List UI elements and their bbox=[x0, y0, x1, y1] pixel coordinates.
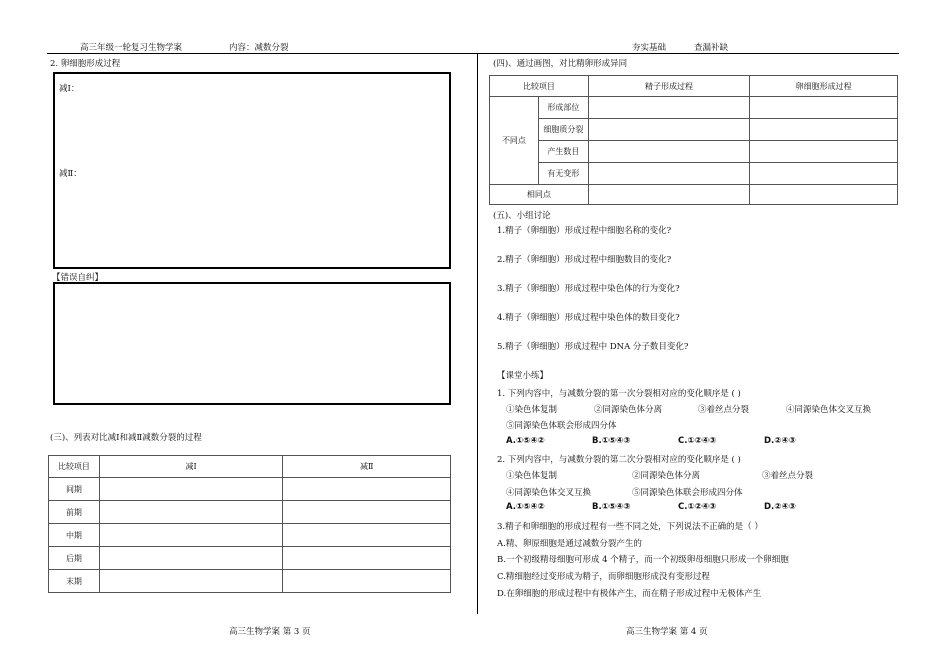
q1-choice-a[interactable]: A.①⑤④② bbox=[506, 436, 545, 446]
q1-item: ⑤同源染色体联会形成四分体 bbox=[506, 421, 617, 431]
table-cell[interactable] bbox=[750, 119, 898, 141]
table-header: 精子形成过程 bbox=[588, 76, 750, 97]
table-header: 减Ⅰ bbox=[99, 456, 283, 478]
q2-choice-a[interactable]: A.①⑤④② bbox=[506, 502, 545, 512]
table-cell[interactable] bbox=[99, 547, 283, 570]
table-cell[interactable] bbox=[283, 524, 451, 547]
q1-choice-b[interactable]: B.①⑤④③ bbox=[592, 436, 631, 446]
q2-item: ①染色体复制 bbox=[506, 471, 558, 481]
table-cell[interactable] bbox=[588, 163, 750, 185]
meiosis-compare-table bbox=[48, 455, 451, 593]
q2-item: ②同源染色体分离 bbox=[632, 471, 701, 481]
discussion-q4: 4.精子（卵细胞）形成过程中染色体的数目变化? bbox=[497, 313, 680, 323]
header-title: 高三年级一轮复习生物学案 bbox=[80, 43, 183, 53]
table-cell[interactable] bbox=[588, 185, 750, 205]
q2-item: ④同源染色体交叉互换 bbox=[506, 488, 592, 498]
practice-title: 【课堂小练】 bbox=[497, 371, 549, 381]
gamete-compare-table bbox=[489, 75, 898, 205]
error-correction-title: 【错误自纠】 bbox=[52, 273, 104, 283]
q1-stem: 1. 下列内容中，与减数分裂的第一次分裂相对应的变化顺序是 ( ) bbox=[497, 389, 741, 399]
footer-page-4: 高三生物学案 第 4 页 bbox=[626, 627, 708, 637]
table-cell[interactable] bbox=[283, 501, 451, 524]
table-cell[interactable] bbox=[283, 547, 451, 570]
q2-choice-d[interactable]: D.②④③ bbox=[764, 502, 796, 512]
q3-option-a[interactable]: A.精、卵原细胞是通过减数分裂产生的 bbox=[497, 539, 642, 549]
q2-item: ⑤同源染色体联会形成四分体 bbox=[632, 488, 743, 498]
table-cell[interactable] bbox=[99, 570, 283, 593]
header-motto-a: 夯实基础 bbox=[632, 43, 667, 53]
q2-choice-c[interactable]: C.①②④③ bbox=[678, 502, 717, 512]
table-cell[interactable] bbox=[750, 185, 898, 205]
table-header: 比较项目 bbox=[490, 76, 589, 97]
table-cell[interactable] bbox=[283, 478, 451, 501]
table-cell[interactable] bbox=[588, 141, 750, 163]
table-cell[interactable] bbox=[750, 141, 898, 163]
discussion-q5: 5.精子（卵细胞）形成过程中 DNA 分子数目变化? bbox=[497, 342, 689, 352]
table-header: 卵细胞形成过程 bbox=[750, 76, 898, 97]
q2-choice-b[interactable]: B.①⑤④③ bbox=[592, 502, 631, 512]
section5-title: (五)、小组讨论 bbox=[493, 211, 551, 221]
q2-stem: 2. 下列内容中，与减数分裂的第二次分裂相对应的变化顺序是 ( ) bbox=[497, 455, 741, 465]
table-row-label: 中期 bbox=[49, 524, 100, 547]
q1-item: ③着丝点分裂 bbox=[698, 405, 750, 415]
q3-option-c[interactable]: C.精细胞经过变形成为精子，而卵细胞形成没有变形过程 bbox=[497, 572, 710, 582]
section3-title: (三)、列表对比减Ⅰ和减Ⅱ减数分裂的过程 bbox=[50, 433, 202, 443]
q1-choice-c[interactable]: C.①②④③ bbox=[678, 436, 717, 446]
footer-page-3: 高三生物学案 第 3 页 bbox=[229, 627, 311, 637]
table-header: 比较项目 bbox=[49, 456, 100, 478]
section2-title: 2. 卵细胞形成过程 bbox=[50, 59, 121, 69]
table-cell[interactable] bbox=[99, 524, 283, 547]
q1-item: ①染色体复制 bbox=[506, 405, 558, 415]
table-cell[interactable] bbox=[750, 97, 898, 119]
header-content: 内容：减数分裂 bbox=[229, 43, 289, 53]
q3-stem: 3.精子和卵细胞的形成过程有一些不同之处，下列说法不正确的是（ ） bbox=[497, 522, 763, 532]
table-cell[interactable] bbox=[588, 119, 750, 141]
meiosis1-label: 减Ⅰ： bbox=[59, 84, 80, 94]
discussion-q1: 1.精子（卵细胞）形成过程中细胞名称的变化? bbox=[497, 226, 672, 236]
discussion-q2: 2.精子（卵细胞）形成过程中细胞数目的变化? bbox=[497, 255, 672, 265]
header-motto-b: 查漏补缺 bbox=[694, 43, 729, 53]
table-row-label: 产生数目 bbox=[538, 141, 588, 163]
meiosis2-label: 减Ⅱ： bbox=[59, 169, 82, 179]
q2-item: ③着丝点分裂 bbox=[762, 471, 814, 481]
section4-title: (四)、通过画图，对比精卵形成异同 bbox=[493, 59, 628, 69]
q3-option-d[interactable]: D.在卵细胞的形成过程中有极体产生，而在精子形成过程中无极体产生 bbox=[497, 589, 762, 599]
table-row-label: 前期 bbox=[49, 501, 100, 524]
group-label-differences: 不同点 bbox=[490, 97, 539, 185]
table-row-label: 细胞质分裂 bbox=[538, 119, 588, 141]
q1-item: ④同源染色体交叉互换 bbox=[786, 405, 872, 415]
discussion-q3: 3.精子（卵细胞）形成过程中染色体的行为变化? bbox=[497, 284, 680, 294]
table-cell[interactable] bbox=[99, 478, 283, 501]
q3-option-b[interactable]: B.一个初级精母细胞可形成 4 个精子，而一个初级卵母细胞只形成一个卵细胞 bbox=[497, 555, 789, 565]
table-header: 减Ⅱ bbox=[283, 456, 451, 478]
page-divider bbox=[477, 54, 478, 614]
table-row-label: 末期 bbox=[49, 570, 100, 593]
table-row-label: 有无变形 bbox=[538, 163, 588, 185]
table-row-label-same: 相同点 bbox=[490, 185, 589, 205]
q1-item: ②同源染色体分离 bbox=[594, 405, 663, 415]
table-row-label: 后期 bbox=[49, 547, 100, 570]
table-cell[interactable] bbox=[750, 163, 898, 185]
table-cell[interactable] bbox=[588, 97, 750, 119]
q1-choice-d[interactable]: D.②④③ bbox=[764, 436, 796, 446]
table-cell[interactable] bbox=[99, 501, 283, 524]
oocyte-drawing-box[interactable] bbox=[53, 72, 451, 269]
table-row-label: 形成部位 bbox=[538, 97, 588, 119]
header-rule bbox=[47, 53, 899, 54]
table-row-label: 间期 bbox=[49, 478, 100, 501]
error-correction-box[interactable] bbox=[53, 282, 451, 405]
table-cell[interactable] bbox=[283, 570, 451, 593]
